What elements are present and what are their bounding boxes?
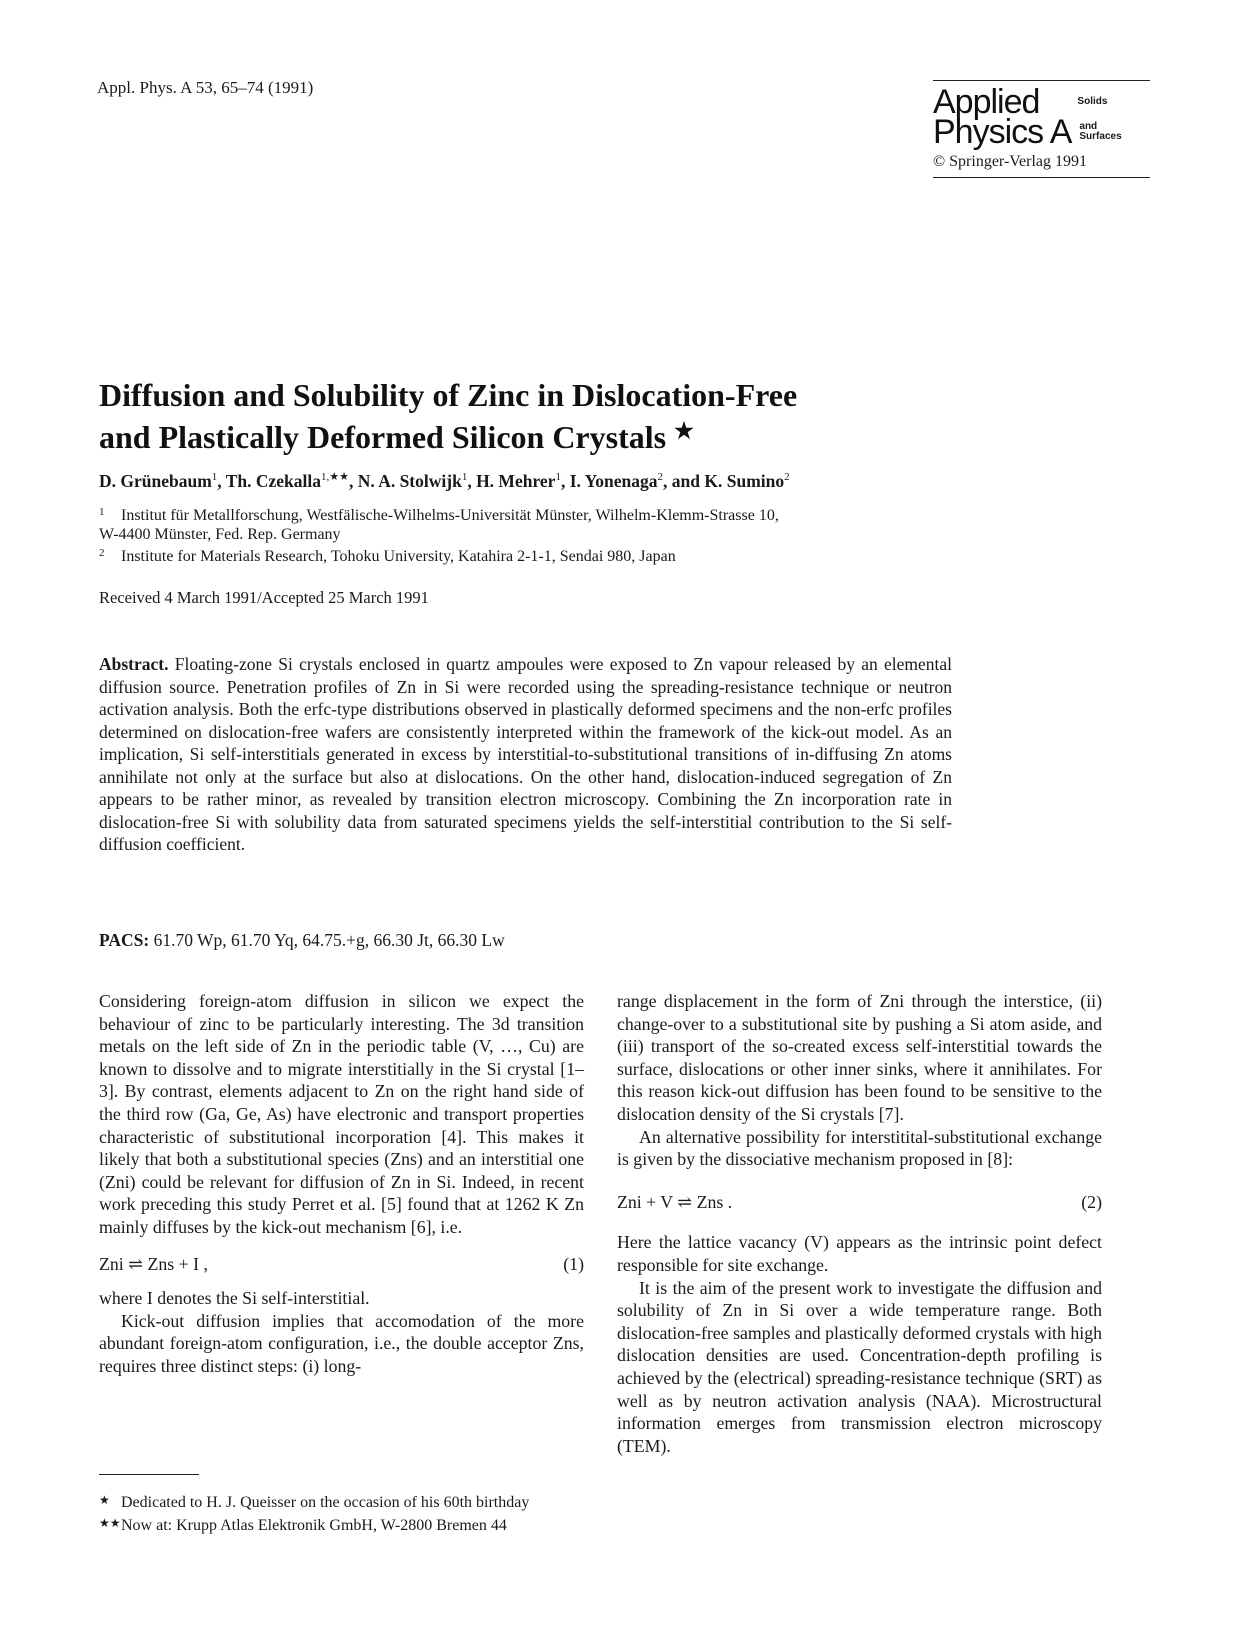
journal-citation: Appl. Phys. A 53, 65–74 (1991) <box>97 78 314 97</box>
journal-subtitle-solids: Solids <box>1077 96 1108 107</box>
journal-logo-block <box>933 80 1150 178</box>
footnote <box>99 1513 529 1536</box>
affiliation-number: 1 <box>99 506 105 518</box>
journal-name-line1: Applied <box>933 83 1040 121</box>
equation-text: Zni + V ⇌ Zns . <box>617 1191 733 1212</box>
author-sup: 1,★★ <box>321 471 350 483</box>
logo-top-rule <box>933 80 1150 81</box>
journal-subtitle-and: and <box>1079 121 1098 132</box>
footnote-text: Dedicated to H. J. Queisser on the occasion of his 60th birthday <box>121 1494 530 1511</box>
paragraph: It is the aim of the present work to investigate the diffusion and solubility of Zn in Si over a wide temperature range. Both dislocation-free samples and plastically deformed crystals with high dislocation densities are used. Concentration-depth profiling is achieved by the (electrical) spreading-resistance technique (SRT) as well as by neutron activation analysis (NAA). Microstructural information emerges from transmission electron microscopy (TEM). <box>617 1277 1102 1456</box>
author-name: N. A. Stolwijk <box>357 470 462 491</box>
author-name: H. Mehrer <box>476 470 556 491</box>
journal-name-line2: Physics A <box>933 113 1072 151</box>
body-left-column <box>99 990 584 1378</box>
title-line-2-text: and Plastically Deformed Silicon Crystals <box>99 419 667 455</box>
pacs-text: 61.70 Wp, 61.70 Yq, 64.75.+g, 66.30 Jt, 66.30 Lw <box>153 930 505 950</box>
paragraph: Considering foreign-atom diffusion in silicon we expect the behaviour of zinc to be particularly interesting. The 3d transition metals on the left side of Zn in the periodic table (V, …, Cu) are known to dissolve and to migrate interstitially in the Si crystal [1–3]. By contrast, elements adjacent to Zn on the right hand side of the third row (Ga, Ge, As) have electronic and transport properties characteristic of substitutional incorporation [4]. This makes it likely that both a substitutional species (Zns) and an interstitial one (Zni) could be relevant for diffusion of Zn in Si. Indeed, in recent work preceding this study Perret et al. [5] found that at 1262 K Zn mainly diffuses by the kick-out mechanism [6], i.e. <box>99 991 584 1237</box>
author-sup: 2 <box>784 471 790 483</box>
pacs-label: PACS: <box>99 930 150 950</box>
author-name: D. Grünebaum <box>99 470 212 491</box>
author-sup: 1 <box>555 471 561 483</box>
author-sup: 2 <box>657 471 664 483</box>
logo-row-2 <box>933 113 1150 151</box>
affiliation-text-line2: W-4400 Münster, Fed. Rep. Germany <box>99 526 341 543</box>
affiliation-text: Institute for Materials Research, Tohoku University, Katahira 2-1-1, Sendai 980, Japan <box>121 548 676 565</box>
affiliation-2 <box>99 544 676 566</box>
equation-number: (2) <box>1081 1191 1102 1212</box>
footnote-rule <box>99 1474 199 1475</box>
paragraph: range displacement in the form of Zni through the interstice, (ii) change-over to a substitutional site by pushing a Si atom aside, and (iii) transport of the so-created excess self-interstitial towards the surface, dislocations or other inner sinks, where it annihilates. For this reason kick-out diffusion has been found to be sensitive to the dislocation density of the Si crystals [7]. <box>617 991 1102 1124</box>
author-name: I. Yonenaga <box>569 470 658 491</box>
paragraph: An alternative possibility for interstitital-substitutional exchange is given by the dissociative mechanism proposed in [8]: <box>617 1126 1102 1170</box>
title-line-1: Diffusion and Solubility of Zinc in Dislocation-Free <box>99 377 798 413</box>
paper-title <box>99 378 999 455</box>
author-list: D. Grünebaum$^1$, Th. Czekalla$^{1,★★}$, N. A. Stolwijk$^1$, H. Mehrer$^1$, I. Yonenaga$^2$, and K. Sumino$^2$ <box>99 470 790 491</box>
abstract <box>99 653 952 856</box>
footnotes <box>99 1490 529 1536</box>
equation-2 <box>617 1191 1102 1214</box>
paragraph: Here the lattice vacancy (V) appears as the intrinsic point defect responsible for site exchange. <box>617 1232 1102 1275</box>
journal-subtitle-surfaces: Surfaces <box>1079 131 1122 142</box>
affiliation-text: Institut für Metallforschung, Westfälische-Wilhelms-Universität Münster, Wilhelm-Klemm-Strasse 10, <box>121 507 779 524</box>
paragraph: Kick-out diffusion implies that accomodation of the more abundant foreign-atom configuration, i.e., the double acceptor Zns, requires three distinct steps: (i) long- <box>99 1310 584 1376</box>
footnote-double-star-icon: ★★ <box>99 1516 121 1530</box>
logo-bottom-rule <box>933 177 1150 178</box>
footnote-text: Now at: Krupp Atlas Elektronik GmbH, W-2800 Bremen 44 <box>121 1517 507 1534</box>
pacs-codes <box>99 930 505 951</box>
paragraph: where I denotes the Si self-interstitial. <box>99 1288 370 1309</box>
journal-subtitle-stack <box>1079 122 1121 142</box>
title-star-icon: ★ <box>674 418 694 443</box>
author-sup: 1 <box>461 471 468 483</box>
authors-and: and <box>671 470 700 491</box>
affiliation-1 <box>99 503 779 544</box>
received-dates: Received 4 March 1991/Accepted 25 March 1991 <box>99 588 429 607</box>
title-line-2 <box>99 413 999 455</box>
footnote-star-icon: ★ <box>99 1493 110 1507</box>
affiliation-number: 2 <box>99 547 105 559</box>
footnote <box>99 1490 529 1513</box>
abstract-text: Floating-zone Si crystals enclosed in quartz ampoules were exposed to Zn vapour released by an elemental diffusion source. Penetration profiles of Zn in Si were recorded using the spreading-resistance technique or neutron activation analysis. Both the erfc-type distributions observed in plastically deformed specimens and the non-erfc profiles determined on dislocation-free wafers are consistently interpreted within the framework of the kick-out model. As an implication, Si self-interstitials generated in excess by interstitial-to-substitutional transitions of in-diffusing Zn atoms annihilate not only at the surface but also at dislocations. On the other hand, dislocation-induced segregation of Zn appears to be rather minor, as revealed by transition electron microscopy. Combining the Zn incorporation rate in dislocation-free Si with solubility data from saturated specimens yields the self-interstitial contribution to the Si self-diffusion coefficient. <box>99 654 953 854</box>
author-name: Th. Czekalla <box>225 470 322 491</box>
body-right-column <box>617 990 1102 1457</box>
author-sup: 1 <box>211 471 218 483</box>
equation-1 <box>99 1253 584 1276</box>
equation-text: Zni ⇌ Zns + I , <box>99 1253 208 1274</box>
equation-number: (1) <box>563 1253 584 1274</box>
author-name: K. Sumino <box>704 470 785 491</box>
abstract-label: Abstract. <box>99 654 169 674</box>
copyright-notice: © Springer-Verlag 1991 <box>933 153 1088 170</box>
